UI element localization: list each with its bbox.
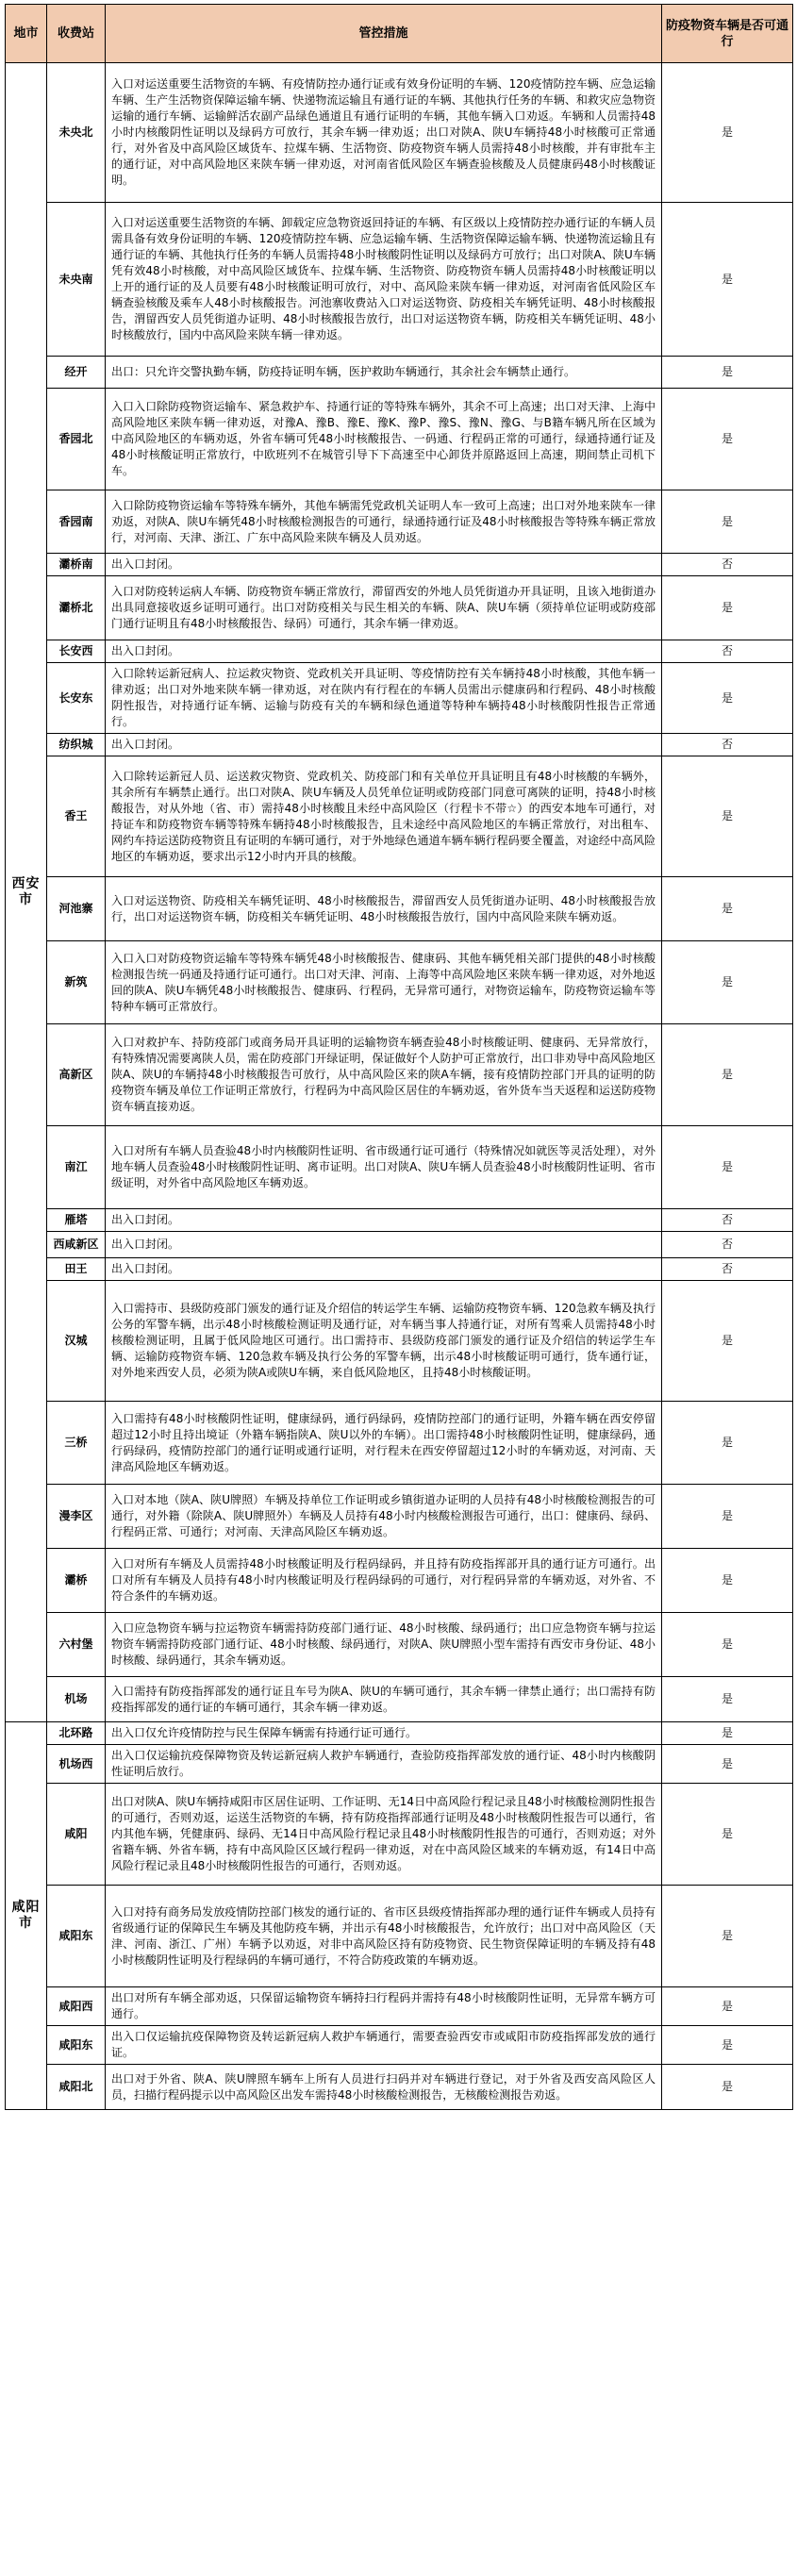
region-cell: 咸阳市: [6, 1722, 47, 2110]
measure-cell: 出口对所有车辆全部劝返，只保留运输物资车辆持扫行程码并需持有48小时核酸阴性证明，无异常车辆方可通行。: [106, 1987, 662, 2026]
measure-cell: 入口对运送重要生活物资的车辆、卸载定应急物资返回持证的车辆、有区级以上疫情防控办通行证的车辆人员需具备有效身份证明的车辆、120疫情防控车辆、应急运输车辆、生活物资保障运输车辆、快递物流运输且有通行证的车辆、其他执行任务的车辆人员需持48小时核酸阴性证明以及绿码方可放行；出口对陕A、陕U车辆凭有效48小时核酸，对中高风险区域货车、拉煤车辆、生活物资、防疫物资车辆人员需持48小时核酸证明以上开的通行证的及人员要有48小时核酸证明可放行，对中、高风险来陕车辆一律劝返，对河南省低风险区车辆查验核酸及乘车人48小时核酸报告。河池寨收费站入口对运送物资、防疫相关车辆凭证明、48小时核酸报告，渭留西安人员凭街道办证明、48小时核酸报告放行，出口对运送物资车辆，防疫相关车辆凭证明、48小时核酸放行，国内中高风险来陕车辆一律劝返。: [106, 203, 662, 357]
table-row: [6, 1987, 793, 2026]
table-row: [6, 389, 793, 490]
measure-cell: 入口对运送重要生活物资的车辆、有疫情防控办通行证或有效身份证明的车辆、120疫情防控车辆、应急运输车辆、生产生活物资保障运输车辆、快递物流运输且有通行证的车辆、其他执行任务的车辆、和救灾应急物资运输的通行车辆、运输鲜活农副产品绿色通道且有通行证明的车辆，其他车辆入口劝返。车辆和人员需持48小时内核酸阴性证明以及绿码方可放行，其余车辆一律劝返；出口对陕A、陕U车辆持48小时核酸可正常通行，对外省及中高风险区域货车、拉煤车辆、生活物资、防疫物资车辆人员需持48小时核酸，并有审批车主的通行证，对中高风险地区来陕车辆一律劝返，对河南省低风险区车辆查验核酸及人员健康码48小时核酸证明。: [106, 63, 662, 203]
measure-cell: 出入口封闭。: [106, 1232, 662, 1258]
measure-cell: 入口对持有商务局发放疫情防控部门核发的通行证的、省市区县级疫情指挥部办理的通行证件车辆或人员持有省级通行证的保障民生车辆及其他防疫车辆，并出示有48小时核酸报告，允许放行；出口对中高风险区（天津、河南、浙江、广州）车辆予以劝返，对非中高风险区持有防疫物资、民生物资保障证明的车辆及持有48小时核酸阴性证明及行程绿码的车辆可通行，不符合防疫政策的车辆劝返。: [106, 1886, 662, 1987]
header-station: 收费站: [47, 5, 106, 63]
pass-cell: 否: [662, 640, 793, 663]
station-cell: 灞桥北: [47, 576, 106, 640]
measure-cell: 出口对于外省、陕A、陕U牌照车辆车上所有人员进行扫码并对车辆进行登记，对于外省及西安高风险区人员，扫描行程码提示以中高风险区出发车需持48小时核酸检测报告，无核酸检测报告劝返。: [106, 2065, 662, 2110]
header-pass: 防疫物资车辆是否可通行: [662, 5, 793, 63]
station-cell: 长安西: [47, 640, 106, 663]
pass-cell: 是: [662, 1485, 793, 1549]
table-row: [6, 1402, 793, 1485]
pass-cell: 是: [662, 1613, 793, 1677]
station-cell: 未央北: [47, 63, 106, 203]
measure-cell: 入口对救护车、持防疫部门或商务局开具证明的运输物资车辆查验48小时核酸证明、健康码、无异常放行，有特殊情况需要离陕人员，需在防疫部门开绿证明，保证做好个人防护可正常放行，出口非劝导中高风险地区陕A、陕U的车辆持48小时核酸报告可放行，从中高风险区来的陕A车辆，接有疫情防控部门开具的证明的防疫物资车辆及单位工作证明正常放行，行程码为中高风险区居住的车辆劝返，省外货车当天返程和运送防疫物资车辆直接劝返。: [106, 1024, 662, 1126]
table-row: [6, 203, 793, 357]
header-measures: 管控措施: [106, 5, 662, 63]
station-cell: 灞桥南: [47, 554, 106, 576]
station-cell: 南江: [47, 1126, 106, 1209]
table-header-row: [6, 5, 793, 63]
station-cell: 灞桥: [47, 1549, 106, 1613]
table-row: [6, 63, 793, 203]
pass-cell: 是: [662, 1987, 793, 2026]
table-row: [6, 1745, 793, 1784]
pass-cell: 是: [662, 1677, 793, 1722]
pass-cell: 是: [662, 203, 793, 357]
pass-cell: 否: [662, 1209, 793, 1232]
measure-cell: 入口入口除防疫物资运输车、紧急救护车、持通行证的等特殊车辆外，其余不可上高速；出口对天津、上海中高风险地区来陕车辆一律劝返，对豫A、豫B、豫E、豫K、豫P、豫S、豫N、豫G、与B籍车辆凡所在区域为中高风险地区的车辆劝返，外省车辆可凭48小时核酸报告、一码通、行程码正常的可通行，绿通持通行证及48小时核酸证明正常放行，中欧班列不在城管引导下下高速至中心卸货并原路返回上高速，期间禁止司机下车。: [106, 389, 662, 490]
measure-cell: 入口对运送物资、防疫相关车辆凭证明、48小时核酸报告，滞留西安人员凭街道办证明、48小时核酸报告放行，出口对运送物资车辆，防疫相关车辆凭证明、48小时核酸报告放行，国内中高风险来陕车辆劝返。: [106, 877, 662, 941]
page: [5, 4, 792, 2110]
measure-cell: 入口除防疫物资运输车等特殊车辆外，其他车辆需凭党政机关证明人车一致可上高速；出口对外地来陕车一律劝返，对陕A、陕U车辆凭48小时核酸检测报告的可通行，绿通持通行证及48小时核酸报告等特殊车辆正常放行，对河南、天津、浙江、广东中高风险来陕车辆及人员劝返。: [106, 490, 662, 554]
pass-cell: 是: [662, 1281, 793, 1402]
measure-cell: 出入口仅运输抗疫保障物资及转运新冠病人救护车辆通行，查验防疫指挥部发放的通行证、48小时内核酸阴性证明后放行。: [106, 1745, 662, 1784]
pass-cell: 是: [662, 941, 793, 1024]
pass-cell: 是: [662, 2026, 793, 2065]
measure-cell: 出口对陕A、陕U车辆持咸阳市区居住证明、工作证明、无14日中高风险行程记录且48小时核酸检测阴性报告的可通行，否则劝返，运送生活物资的车辆，持有防疫指挥部通行证明及48小时核酸阴性报告可以通行，省内其他车辆，凭健康码、绿码、无14日中高风险行程记录且48小时核酸阴性报告的可通行，否则劝返；对外省籍车辆、外省车辆，持有中高风险区区域行程码一律劝返，对在中高风险区域来的车辆劝返，有14日中高风险行程记录且48小时核酸阴性报告的可通行，否则劝返。: [106, 1784, 662, 1886]
station-cell: 香园北: [47, 389, 106, 490]
table-row: [6, 877, 793, 941]
pass-cell: 是: [662, 1549, 793, 1613]
pass-cell: 是: [662, 490, 793, 554]
station-cell: 北环路: [47, 1722, 106, 1745]
station-cell: 香园南: [47, 490, 106, 554]
measure-cell: 入口除转运新冠病人、拉运救灾物资、党政机关开具证明、等疫情防控有关车辆持48小时核酸，其他车辆一律劝返；出口对外地来陕车辆一律劝返，对在陕内有行程在的车辆人员需出示健康码和行程码、48小时核酸阴性报告，对持通行证车辆、运输与防疫有关的车辆和绿色通道等特种车辆持48小时核酸阴性报告正常通行。: [106, 663, 662, 734]
measure-cell: 入口除转运新冠人员、运送救灾物资、党政机关、防疫部门和有关单位开具证明且有48小时核酸的车辆外，其余所有车辆禁止通行。出口对陕A、陕U车辆及人员凭单位证明或防疫部门同意可离陕的证明，持48小时核酸报告，对从外地（省、市）需持48小时核酸且未经中高风险区（行程卡不带☆）的西安本地车可通行，对持证车和防疫物资车辆等特殊车辆持48小时核酸报告，且未途经中高风险地区的车辆正常放行，对出租车、网约车持运送防疫物资且有证明的车辆可通行，对于外地绿色通道车辆车辆行程码要全覆盖，对途经中高风险地区的车辆劝返，要求出示12小时内开具的核酸。: [106, 756, 662, 877]
table-body: [6, 63, 793, 2110]
station-cell: 三桥: [47, 1402, 106, 1485]
station-cell: 长安东: [47, 663, 106, 734]
measure-cell: 出入口封闭。: [106, 1209, 662, 1232]
measure-cell: 入口需持有48小时核酸阴性证明，健康绿码，通行码绿码，疫情防控部门的通行证明，外籍车辆在西安停留超过12小时且持出境证（外籍车辆指陕A、陕U以外的车辆）。出口需持48小时核酸阴性证明，健康绿码，通行码绿码，疫情防控部门的通行证明或通行证明，对行程未在西安停留超过12小时的车辆劝返，对河南、天津高风险地区车辆劝返。: [106, 1402, 662, 1485]
pass-cell: 是: [662, 756, 793, 877]
pass-cell: 是: [662, 1745, 793, 1784]
station-cell: 咸阳东: [47, 1886, 106, 1987]
station-cell: 香王: [47, 756, 106, 877]
table-row: [6, 640, 793, 663]
station-cell: 高新区: [47, 1024, 106, 1126]
control-measures-table: [5, 4, 793, 2110]
table-row: [6, 1613, 793, 1677]
pass-cell: 是: [662, 357, 793, 389]
pass-cell: 是: [662, 2065, 793, 2110]
table-row: [6, 1232, 793, 1258]
measure-cell: 出入口仅允许疫情防控与民生保障车辆需有持通行证可通行。: [106, 1722, 662, 1745]
measure-cell: 出口：只允许交警执勤车辆，防疫持证明车辆，医护救助车辆通行，其余社会车辆禁止通行。: [106, 357, 662, 389]
pass-cell: 是: [662, 1722, 793, 1745]
measure-cell: 入口入口对防疫物资运输车等特殊车辆凭48小时核酸报告、健康码、其他车辆凭相关部门提供的48小时核酸检测报告统一码通及持通行证可通行。出口对天津、河南、上海等中高风险地区来陕车辆一律劝返，对外地返回的陕A、陕U车辆凭48小时核酸报告、健康码、行程码，无异常可通行，对物资运输车，防疫物资运输车等特种车辆可正常放行。: [106, 941, 662, 1024]
measure-cell: 出入口封闭。: [106, 640, 662, 663]
pass-cell: 是: [662, 63, 793, 203]
station-cell: 机场: [47, 1677, 106, 1722]
station-cell: 雁塔: [47, 1209, 106, 1232]
table-row: [6, 554, 793, 576]
header-region: 地市: [6, 5, 47, 63]
pass-cell: 是: [662, 1024, 793, 1126]
measure-cell: 入口对所有车辆及人员需持48小时核酸证明及行程码绿码，并且持有防疫指挥部开具的通行证方可通行。出口对所有车辆及人员持有48小时内核酸证明及行程码绿码的可通行，对行程码异常的车辆劝返，对外省、不符合条件的车辆劝返。: [106, 1549, 662, 1613]
table-row: [6, 2026, 793, 2065]
table-row: [6, 1281, 793, 1402]
table-row: [6, 756, 793, 877]
table-row: [6, 1677, 793, 1722]
table-row: [6, 1258, 793, 1281]
measure-cell: 入口需持有防疫指挥部发的通行证且车号为陕A、陕U的车辆可通行，其余车辆一律禁止通行；出口需持有防疫指挥部发的通行证的车辆可通行，其余车辆一律劝返。: [106, 1677, 662, 1722]
table-row: [6, 490, 793, 554]
pass-cell: 是: [662, 389, 793, 490]
table-row: [6, 1485, 793, 1549]
station-cell: 漫李区: [47, 1485, 106, 1549]
measure-cell: 出入口封闭。: [106, 1258, 662, 1281]
station-cell: 纺织城: [47, 734, 106, 756]
table-row: [6, 941, 793, 1024]
measure-cell: 出入口封闭。: [106, 554, 662, 576]
pass-cell: 否: [662, 554, 793, 576]
station-cell: 河池寨: [47, 877, 106, 941]
table-row: [6, 663, 793, 734]
pass-cell: 否: [662, 1258, 793, 1281]
pass-cell: 是: [662, 1126, 793, 1209]
station-cell: 咸阳东: [47, 2026, 106, 2065]
pass-cell: 是: [662, 663, 793, 734]
measure-cell: 入口对本地（陕A、陕U牌照）车辆及持单位工作证明或乡镇街道办证明的人员持有48小时核酸检测报告的可通行，对外籍（除陕A、陕U牌照外）车辆及人员持有48小时内核酸检测报告可通行，出口：健康码、绿码、行程码正常、可通行；对河南、天津高风险区车辆劝返。: [106, 1485, 662, 1549]
table-row: [6, 734, 793, 756]
station-cell: 咸阳西: [47, 1987, 106, 2026]
table-row: [6, 1549, 793, 1613]
measure-cell: 出入口仅运输抗疫保障物资及转运新冠病人救护车辆通行，需要查验西安市或咸阳市防疫指挥部发放的通行证。: [106, 2026, 662, 2065]
table-row: [6, 1126, 793, 1209]
measure-cell: 入口需持市、县级防疫部门颁发的通行证及介绍信的转运学生车辆、运输防疫物资车辆、120急救车辆及执行公务的军警车辆，出示48小时核酸检测证明及通行证，对车辆当事人持通行证，对所有驾乘人员需持48小时核酸检测证明，且属于低风险地区可通行。出口需持市、县级防疫部门颁发的通行证及介绍信的转运学生车辆、运输防疫物资车辆、120急救车辆及执行公务的军警车辆，出示48小时核酸证明可通行，货车通行证，对外地来西安人员，必须为陕A或陕U车辆，来自低风险地区，且持48小时核酸证明。: [106, 1281, 662, 1402]
station-cell: 经开: [47, 357, 106, 389]
pass-cell: 否: [662, 1232, 793, 1258]
pass-cell: 是: [662, 1886, 793, 1987]
station-cell: 机场西: [47, 1745, 106, 1784]
station-cell: 西咸新区: [47, 1232, 106, 1258]
table-row: [6, 2065, 793, 2110]
table-row: [6, 1024, 793, 1126]
station-cell: 新筑: [47, 941, 106, 1024]
station-cell: 未央南: [47, 203, 106, 357]
region-cell: 西安市: [6, 63, 47, 1722]
pass-cell: 否: [662, 734, 793, 756]
table-row: [6, 1886, 793, 1987]
pass-cell: 是: [662, 877, 793, 941]
table-row: [6, 1784, 793, 1886]
station-cell: 汉城: [47, 1281, 106, 1402]
measure-cell: 出入口封闭。: [106, 734, 662, 756]
measure-cell: 入口应急物资车辆与拉运物资车辆需持防疫部门通行证、48小时核酸、绿码通行；出口应急物资车辆与拉运物资车辆需持防疫部门通行证、48小时核酸、绿码通行，对陕A、陕U牌照小型车需持有西安市身份证、48小时核酸、绿码通行，其余车辆劝返。: [106, 1613, 662, 1677]
pass-cell: 是: [662, 576, 793, 640]
station-cell: 田王: [47, 1258, 106, 1281]
station-cell: 六村堡: [47, 1613, 106, 1677]
pass-cell: 是: [662, 1784, 793, 1886]
station-cell: 咸阳: [47, 1784, 106, 1886]
station-cell: 咸阳北: [47, 2065, 106, 2110]
table-row: [6, 1209, 793, 1232]
pass-cell: 是: [662, 1402, 793, 1485]
table-row: [6, 1722, 793, 1745]
measure-cell: 入口对防疫转运病人车辆、防疫物资车辆正常放行，滞留西安的外地人员凭街道办开具证明，且该入地街道办出具同意接收返乡证明可通行。出口对防疫相关与民生相关的车辆、陕A、陕U车辆（须持单位证明或防疫部门通行证明且有48小时核酸报告、绿码）可通行，其余车辆一律劝返。: [106, 576, 662, 640]
table-row: [6, 576, 793, 640]
table-row: [6, 357, 793, 389]
measure-cell: 入口对所有车辆人员查验48小时内核酸阴性证明、省市级通行证可通行（特殊情况如就医等灵活处理），对外地车辆人员查验48小时核酸阴性证明、离市证明。出口对陕A、陕U车辆人员查验48小时核酸阴性证明、省市级证明，对外省中高风险地区车辆劝返。: [106, 1126, 662, 1209]
